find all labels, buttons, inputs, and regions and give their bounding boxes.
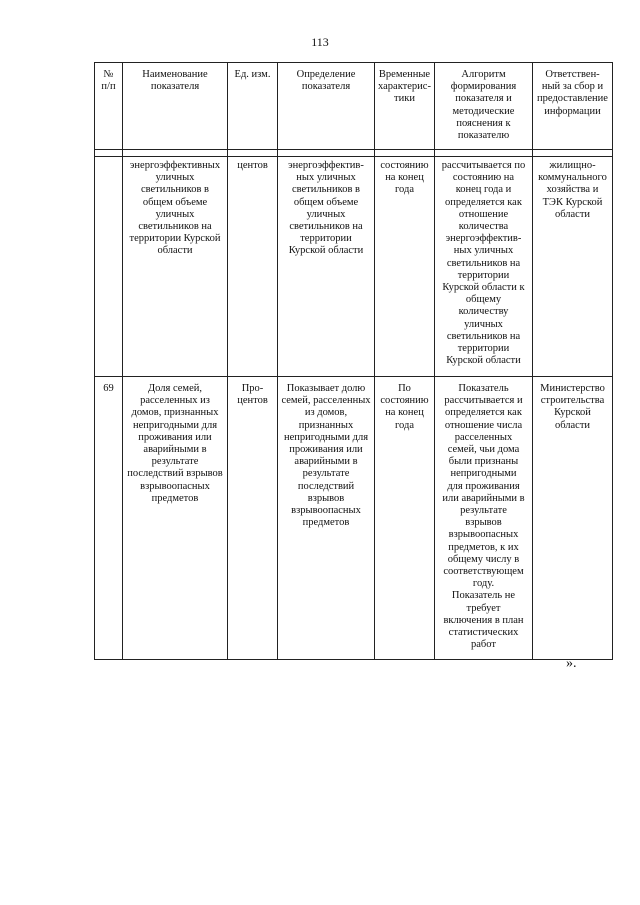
cell-time: состоянию на конец года bbox=[375, 157, 435, 377]
cell-number bbox=[95, 157, 123, 377]
header-time: Временные характерис- тики bbox=[375, 63, 435, 150]
cell-responsible: Министерство строительства Курской области bbox=[533, 377, 613, 660]
header-responsible: Ответствен- ный за сбор и предоставление информации bbox=[533, 63, 613, 150]
header-number: № п/п bbox=[95, 63, 123, 150]
cell-definition: энергоэффектив- ных уличных светильников в общем объеме уличных светильников на территории Курской области bbox=[278, 157, 375, 377]
cell-number: 69 bbox=[95, 377, 123, 660]
cell-name: энергоэффективных уличных светильников в общем объеме уличных светильников на территории Курской области bbox=[123, 157, 228, 377]
header-name: Наименование показателя bbox=[123, 63, 228, 150]
table-row bbox=[95, 157, 613, 377]
header-unit: Ед. изм. bbox=[228, 63, 278, 150]
table-row bbox=[95, 377, 613, 660]
cell-definition: Показывает долю семей, расселенных из домов, признанных непригодными для проживания или аварийными в результате последствий взрывов взрывоопасных предметов bbox=[278, 377, 375, 660]
cell-time: По состоянию на конец года bbox=[375, 377, 435, 660]
header-definition: Определение показателя bbox=[278, 63, 375, 150]
table-header-row bbox=[95, 63, 613, 150]
closing-quote-mark: ». bbox=[566, 656, 577, 671]
page-number: 113 bbox=[311, 35, 329, 49]
cell-unit: центов bbox=[228, 157, 278, 377]
table-spacer-row bbox=[95, 150, 613, 157]
cell-unit: Про- центов bbox=[228, 377, 278, 660]
cell-algorithm: рассчитывается по состоянию на конец года и определяется как отношение количества энергоэффектив- ных уличных светильников на территории Курской области к общему количеству уличных светильников на территории Курской области bbox=[435, 157, 533, 377]
cell-name: Доля семей, расселенных из домов, признанных непригодными для проживания или аварийными в результате последствий взрывов взрывоопасных предметов bbox=[123, 377, 228, 660]
cell-responsible: жилищно- коммунального хозяйства и ТЭК Курской области bbox=[533, 157, 613, 377]
indicator-table bbox=[94, 62, 613, 660]
cell-algorithm: Показатель рассчитывается и определяется как отношение числа расселенных семей, чьи дома были признаны непригодными для проживания или аварийными в результате взрывов взрывоопасных предметов, к их общему числу в соответствующем году. Показатель не требует включения в план статистических работ bbox=[435, 377, 533, 660]
header-algorithm: Алгоритм формирования показателя и методические пояснения к показателю bbox=[435, 63, 533, 150]
